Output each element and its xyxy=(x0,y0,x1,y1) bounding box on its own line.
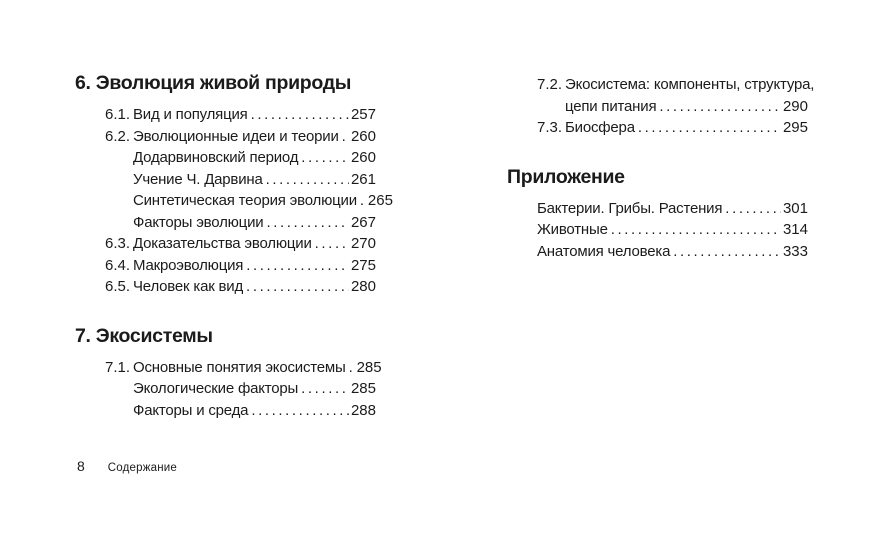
toc-section-heading: Приложение xyxy=(507,165,625,188)
dot-leader xyxy=(638,117,781,139)
toc-entry-title: Доказательства эволюции xyxy=(133,235,312,252)
toc-entry-title: Биосфера xyxy=(565,119,635,136)
toc-entry-page: 314 xyxy=(782,221,808,238)
toc-entry-title: Экосистема: компоненты, структура, xyxy=(565,76,815,93)
toc-section-heading: 7. Экосистемы xyxy=(75,324,213,347)
dot-leader xyxy=(266,212,349,234)
toc-entry xyxy=(105,212,376,234)
dot-leader xyxy=(246,255,349,277)
toc-entry-title: Вид и популяция xyxy=(133,106,248,123)
toc-entry-page: 261 xyxy=(350,170,376,188)
toc-entry-title: Факторы эволюции xyxy=(133,213,264,231)
dot-leader xyxy=(301,147,349,169)
toc-entry-title: Животные xyxy=(537,221,608,238)
toc-block xyxy=(75,71,393,298)
dot-leader xyxy=(673,241,781,263)
toc-entry-list xyxy=(75,357,382,422)
toc-entry xyxy=(537,117,808,139)
toc-entry-title: Додарвиновский период xyxy=(133,149,299,166)
toc-entry-page: 265 xyxy=(367,192,393,209)
toc-entry-title: Учение Ч. Дарвина xyxy=(133,170,263,188)
toc-entry xyxy=(105,400,376,422)
toc-column-left xyxy=(75,71,393,421)
toc-entry-page: 333 xyxy=(782,242,808,260)
toc-entry-page: 267 xyxy=(350,213,376,231)
toc-entry-page: 285 xyxy=(350,380,376,397)
toc-entry-title: Экологические факторы xyxy=(133,380,299,397)
toc-entry-number: 7.2. xyxy=(537,76,563,93)
toc-entry-title: Макроэволюция xyxy=(133,256,244,274)
toc-entry-page: 295 xyxy=(782,119,808,136)
footer-section-label: Содержание xyxy=(107,462,178,474)
toc-block xyxy=(507,165,808,263)
toc-entry xyxy=(105,190,393,212)
toc-entry-page: 260 xyxy=(350,149,376,166)
dot-leader xyxy=(246,276,349,298)
toc-entry-number: 6.3. xyxy=(105,235,131,252)
dot-leader xyxy=(725,198,781,220)
toc-entry-list xyxy=(75,104,393,298)
toc-entry-page: 285 xyxy=(356,358,382,376)
toc-entry-title: Факторы и среда xyxy=(133,401,249,419)
dot-leader xyxy=(611,219,781,241)
toc-entry-number: 6.1. xyxy=(105,106,131,123)
toc-column-right xyxy=(507,74,815,262)
dot-leader xyxy=(360,190,366,212)
dot-leader xyxy=(251,400,349,422)
toc-entry xyxy=(537,219,808,241)
toc-entry-title: Основные понятия экосистемы xyxy=(133,358,346,376)
toc-entry xyxy=(537,74,815,96)
toc-entry-page: 257 xyxy=(350,106,376,123)
dot-leader xyxy=(301,378,349,400)
page-footer xyxy=(77,458,177,474)
toc-entry-number: 7.3. xyxy=(537,119,563,136)
toc-entry xyxy=(537,96,808,118)
dot-leader xyxy=(659,96,781,118)
toc-entry xyxy=(537,241,808,263)
toc-entry-page: 288 xyxy=(350,401,376,419)
toc-entry xyxy=(537,198,808,220)
toc-entry xyxy=(105,276,376,298)
dot-leader xyxy=(342,126,349,148)
toc-entry-number: 6.4. xyxy=(105,256,131,274)
toc-entry-number: 7.1. xyxy=(105,358,131,376)
toc-entry xyxy=(105,255,376,277)
toc-block xyxy=(75,324,382,422)
dot-leader xyxy=(266,169,349,191)
toc-entry-title: Эволюционные идеи и теории xyxy=(133,127,339,145)
toc-entry-title: Анатомия человека xyxy=(537,242,671,260)
toc-entry-list xyxy=(507,198,808,263)
dot-leader xyxy=(251,104,349,126)
toc-block xyxy=(507,74,815,139)
dot-leader xyxy=(349,357,355,379)
toc-entry-title: Человек как вид xyxy=(133,278,244,295)
toc-entry-list xyxy=(507,74,815,139)
footer-page-number: 8 xyxy=(77,458,85,474)
toc-entry-page: 280 xyxy=(350,278,376,295)
toc-entry xyxy=(105,126,376,148)
toc-entry-page: 260 xyxy=(350,127,376,145)
toc-section-heading: 6. Эволюция живой природы xyxy=(75,72,352,94)
toc-entry-number: 6.5. xyxy=(105,278,131,295)
toc-entry-page: 301 xyxy=(782,199,808,217)
toc-entry xyxy=(105,233,376,255)
toc-entry xyxy=(105,169,376,191)
toc-entry xyxy=(105,357,382,379)
toc-entry xyxy=(105,378,376,400)
dot-leader xyxy=(315,233,349,255)
toc-entry-title: Синтетическая теория эволюции xyxy=(133,192,357,209)
toc-entry xyxy=(105,104,376,126)
toc-entry-title: цепи питания xyxy=(565,97,657,115)
toc-entry-page: 270 xyxy=(350,235,376,252)
toc-entry-page: 275 xyxy=(350,256,376,274)
toc-entry-title: Бактерии. Грибы. Растения xyxy=(537,199,723,217)
toc-entry xyxy=(105,147,376,169)
toc-entry-page: 290 xyxy=(782,97,808,115)
toc-entry-number: 6.2. xyxy=(105,127,131,145)
